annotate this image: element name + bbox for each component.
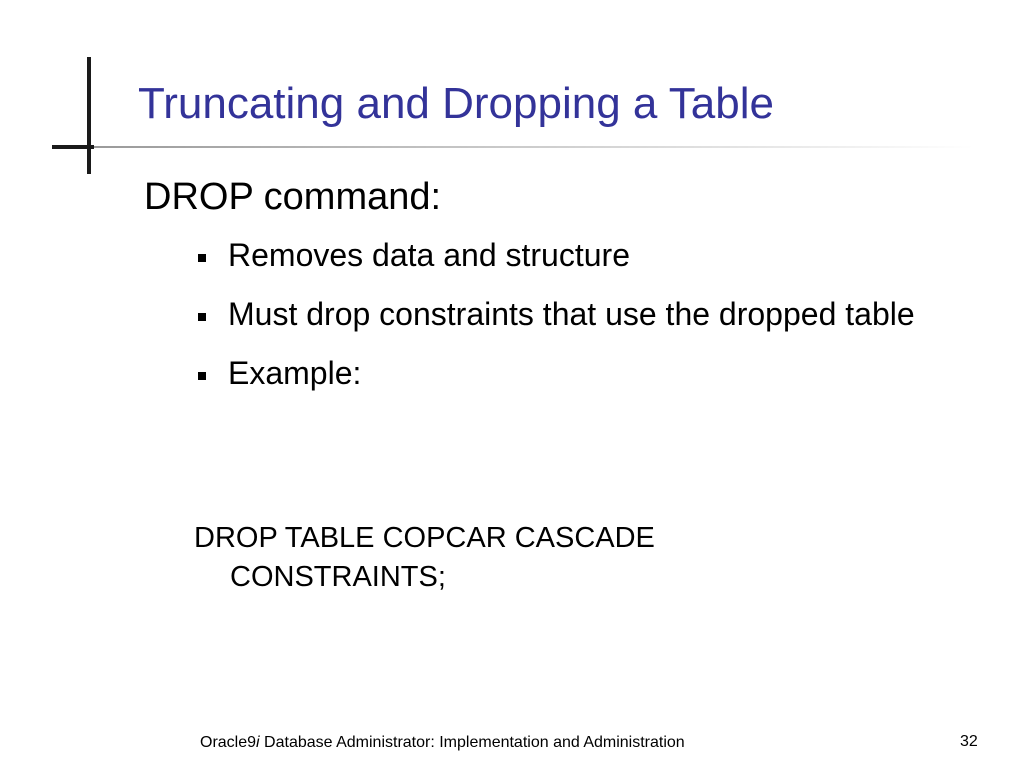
square-bullet-icon <box>198 372 206 380</box>
bullet-text: Removes data and structure <box>228 237 630 273</box>
bullet-item <box>194 232 994 278</box>
bullet-list <box>194 232 994 409</box>
code-example: DROP TABLE COPCAR CASCADE CONSTRAINTS; <box>194 522 655 593</box>
square-bullet-icon <box>198 313 206 321</box>
decorative-title-underline <box>94 146 974 148</box>
footer-text: Database Administrator: Implementation and Administration <box>259 734 685 751</box>
page-number: 32 <box>960 733 978 750</box>
square-bullet-icon <box>198 254 206 262</box>
decorative-vertical-rule <box>87 57 91 174</box>
slide-title: Truncating and Dropping a Table <box>138 79 774 128</box>
footer-product-suffix: i <box>256 734 260 751</box>
bullet-text: Must drop constraints that use the dropped table <box>228 296 915 332</box>
footer-product: Oracle9 <box>200 734 257 751</box>
slide-footer <box>200 732 685 754</box>
bullet-item <box>194 350 994 396</box>
slide-heading: DROP command: <box>144 176 442 218</box>
decorative-horizontal-rule <box>52 145 94 149</box>
bullet-item <box>194 291 994 337</box>
bullet-text: Example: <box>228 355 362 391</box>
